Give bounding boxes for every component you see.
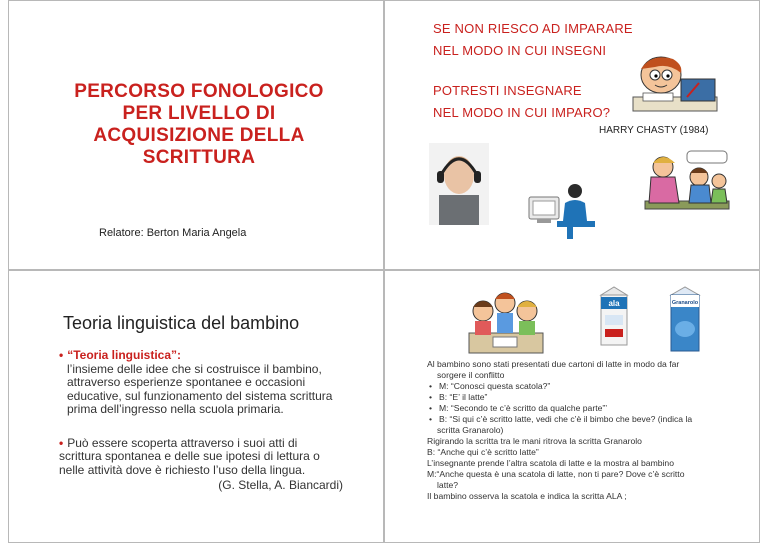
child-headphones-photo — [429, 143, 489, 225]
transcript-line-d: M:“Anche questa è una scatola di latte, non ti pare? Dove c’è scritto — [427, 469, 685, 479]
milk-carton-ala-label: ala — [608, 299, 620, 308]
milk-carton-granarolo-label: Granarolo — [671, 300, 699, 306]
transcript-intro: Al bambino sono stati presentati due cartoni di latte in modo da far — [427, 359, 680, 369]
citation: (G. Stella, A. Biancardi) — [218, 478, 343, 492]
quote-line-2: NEL MODO IN CUI INSEGNI — [433, 43, 607, 58]
title-line-2: PER LIVELLO DI — [122, 103, 276, 124]
slide-theory — [8, 270, 384, 543]
transcript-intro-cont: sorgere il conflitto — [437, 370, 505, 380]
slide-heading: Teoria linguistica del bambino — [63, 313, 300, 333]
bullet-1 — [59, 349, 343, 417]
bullet-1-heading: “Teoria linguistica”: — [67, 348, 181, 362]
transcript-line-c: L’insegnante prende l’altra scatola di latte e la mostra al bambino — [427, 458, 674, 468]
speaker-name: Relatore: Berton Maria Angela — [99, 227, 247, 239]
quote-line-4: NEL MODO IN CUI IMPARO? — [433, 105, 611, 120]
cartoon-student-illustration — [615, 53, 721, 127]
quote-line-3: POTRESTI INSEGNARE — [433, 83, 582, 98]
transcript-line-b: B: “Anche qui c’è scritto latte” — [427, 447, 539, 457]
bullet-2-text: Può essere scoperta attraverso i suoi atti di scrittura spontanea e delle sue ipotesi di lettura o nelle attività dove è richiesto l’uso della lingua. — [59, 435, 320, 477]
bullet-dot-icon: • — [59, 348, 64, 362]
experiment-transcript — [427, 359, 757, 502]
transcript-item-2: • B: “E’ il latte” — [429, 392, 488, 402]
bullet-1-text: l’insieme delle idee che si costruisce il bambino, attraverso esperienze spontanee e occasioni educative, sul funzionamento del sistema scrittura prima dell’ingresso nella scuola primaria. — [67, 361, 333, 416]
title-line-1: PERCORSO FONOLOGICO — [74, 81, 324, 102]
teacher-children-illustration — [635, 147, 735, 227]
quote-line-1: SE NON RIESCO AD IMPARARE — [433, 21, 633, 36]
children-group-illustration — [463, 285, 547, 359]
transcript-item-4: • B: “Si qui c’è scritto latte, vedi che c’è il bimbo che beve? (indica la — [429, 414, 693, 424]
transcript-item-3: • M: “Secondo te c’è scritto da qualche parte”’ — [429, 403, 608, 413]
quote-author: HARRY CHASTY (1984) — [599, 125, 709, 136]
transcript-line-d-cont: latte? — [437, 480, 459, 490]
bullet-dot-icon: • — [59, 435, 64, 450]
title-line-3: ACQUISIZIONE DELLA — [93, 125, 305, 146]
transcript-item-4-cont: scritta Granarolo) — [437, 425, 504, 435]
bullet-2 — [59, 437, 343, 493]
person-computer-icon — [527, 177, 599, 239]
slide-title — [8, 0, 384, 270]
milk-carton-granarolo — [667, 285, 703, 353]
slide-experiment — [384, 270, 760, 543]
transcript-item-1: • M: “Conosci questa scatola?” — [429, 381, 551, 391]
transcript-line-a: Rigirando la scritta tra le mani ritrova la scritta Granarolo — [427, 436, 642, 446]
transcript-line-e: Il bambino osserva la scatola e indica la scritta ALA ; — [427, 491, 627, 501]
slide-quote — [384, 0, 760, 270]
slide-body — [59, 349, 343, 493]
title-line-4: SCRITTURA — [142, 147, 256, 168]
milk-carton-ala — [597, 285, 631, 347]
presentation-title — [49, 81, 349, 169]
